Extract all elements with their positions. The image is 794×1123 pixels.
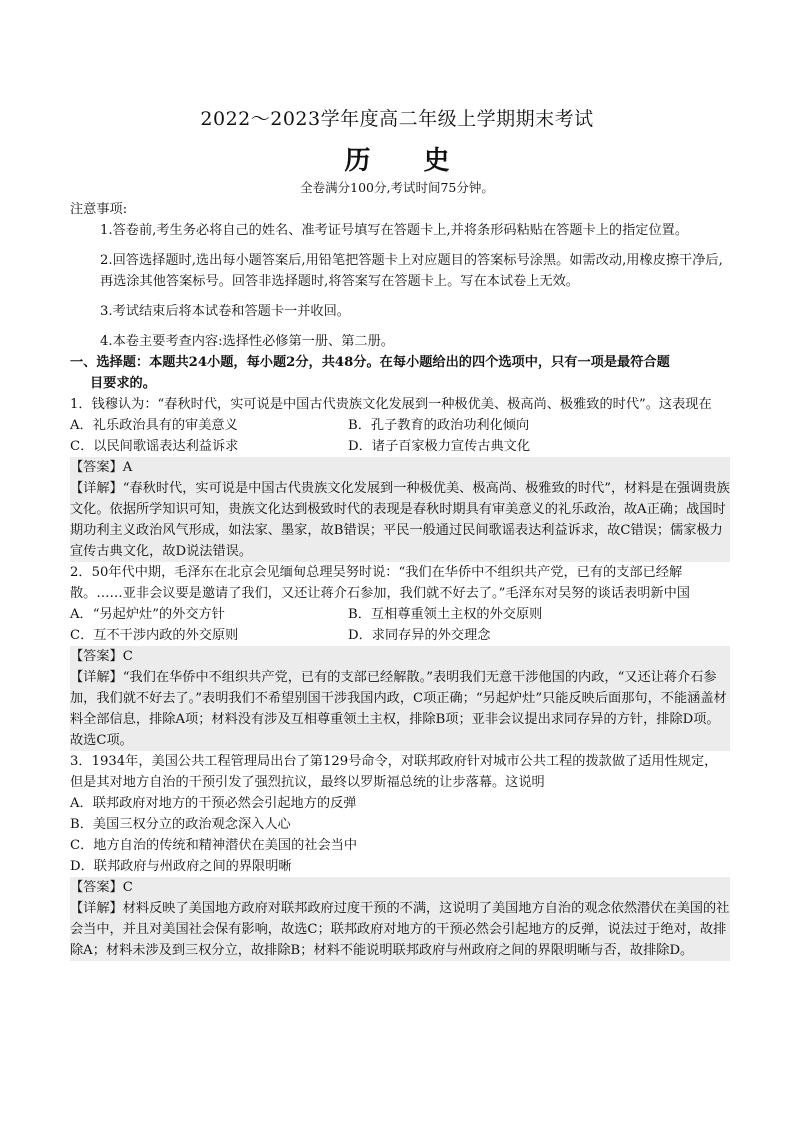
question-stem: 3．1934年，美国公共工程管理局出台了第129号命令，对联邦政府针对城市公共工程的拨款做了适用性规定，但是其对地方自治的干预引发了强烈抗议，最终以罗斯福总统的让步落幕。这说明	[70, 754, 718, 790]
option-a: A．礼乐政治具有的审美意义	[70, 418, 238, 433]
exam-content	[70, 199, 730, 961]
option-d: D．诸子百家极力宣传古典文化	[348, 439, 531, 454]
score-time-note: 全卷满分100分,考试时间75分钟。	[300, 180, 494, 195]
notice-item: 4.本卷主要考查内容:选择性必修第一册、第二册。	[100, 334, 394, 349]
answer-label: 【答案】C	[70, 649, 133, 664]
exam-title: 2022～2023学年度高二年级上学期期末考试	[200, 108, 594, 130]
options-grid	[70, 415, 730, 457]
section-heading-cont: 目要求的。	[90, 376, 156, 391]
section-heading-text: 一、选择题：本题共24小题，每小题2分，共48分。在每小题给出的四个选项中，只有一项是最符合题	[70, 355, 670, 370]
notice-item: 3.考试结束后将本试卷和答题卡一并收回。	[100, 304, 350, 319]
answer-detail: 【详解】“春秋时代，实可说是中国古代贵族文化发展到一种极优美、极高尚、极雅致的时代”，材料是在强调贵族文化。依据所学知识可知，贵族文化达到极致时代的表现是春秋时期具有审美意义的礼乐政治，故A正确；战国时期功利主义政治风气形成，如法家、墨家，故B错误；平民一般通过民间歌谣表达利益诉求，故C错误；儒家极力宣传古典文化，故D说法错误。	[70, 481, 730, 559]
question-1	[70, 394, 730, 562]
question-stem: 2．50年代中期，毛泽东在北京会见缅甸总理吴努时说：“我们在华侨中不组织共产党，已有的支部已经解散。……亚非会议要是邀请了我们，又还让蒋介石参加，我们就不好去了。”毛泽东对吴努的谈话表明新中国	[70, 565, 690, 601]
option-b: B．互相尊重领土主权的外交原则	[348, 607, 543, 622]
section-heading	[70, 352, 730, 394]
option-a: A．“另起炉灶”的外交方针	[70, 607, 225, 622]
answer-block	[70, 457, 730, 562]
option-b: B．美国三权分立的政治观念深入人心	[70, 817, 291, 832]
question-3	[70, 751, 730, 961]
option-b: B．孔子教育的政治功利化倾向	[348, 418, 530, 433]
option-d: D．求同存异的外交理念	[348, 628, 491, 643]
option-c: C．以民间歌谣表达利益诉求	[70, 439, 239, 454]
option-c: C．地方自治的传统和精神潜伏在美国的社会当中	[70, 838, 358, 853]
notice-item: 1.答卷前,考生务必将自己的姓名、准考证号填写在答题卡上,并将条形码粘贴在答题卡上的指定位置。	[100, 223, 689, 238]
answer-detail: 【详解】“我们在华侨中不组织共产党，已有的支部已经解散。”表明我们无意干涉他国的内政，“又还让蒋介石参加，我们就不好去了。”表明我们不希望别国干涉我国内政，C项正确；“另起炉灶”只能反映后面那句，不能涵盖材料全部信息，排除A项；材料没有涉及互相尊重领土主权，排除B项；亚非会议提出求同存异的方针，排除D项。故选C项。	[70, 670, 727, 748]
option-a: A．联邦政府对地方的干预必然会引起地方的反弹	[70, 796, 357, 811]
options-grid	[70, 604, 730, 646]
option-c: C．互不干涉内政的外交原则	[70, 628, 239, 643]
question-stem: 1．钱穆认为：“春秋时代，实可说是中国古代贵族文化发展到一种极优美、极高尚、极雅致的时代”。这表现在	[70, 397, 712, 412]
answer-label: 【答案】A	[70, 460, 133, 475]
answer-block	[70, 646, 730, 751]
answer-detail: 【详解】材料反映了美国地方政府对联邦政府过度干预的不满，这说明了美国地方自治的观念依然潜伏在美国的社会当中，并且对美国社会保有影响，故选C；联邦政府对地方的干预必然会引起地方的反弹，说法过于绝对，故排除A；材料未涉及到三权分立，故排除B；材料不能说明联邦政府与州政府之间的界限明晰与否，故排除D。	[70, 901, 730, 958]
notice-heading: 注意事项:	[70, 202, 128, 217]
answer-block	[70, 877, 730, 961]
notice-item: 2.回答选择题时,选出每小题答案后,用铅笔把答题卡上对应题目的答案标号涂黑。如需改动,用橡皮擦干净后,再选涂其他答案标号。回答非选择题时,将答案写在答题卡上。写在本试卷上无效。	[100, 253, 723, 289]
question-2	[70, 562, 730, 751]
option-d: D．联邦政府与州政府之间的界限明晰	[70, 859, 292, 874]
subject-title: 历 史	[344, 146, 472, 176]
answer-label: 【答案】C	[70, 880, 133, 895]
